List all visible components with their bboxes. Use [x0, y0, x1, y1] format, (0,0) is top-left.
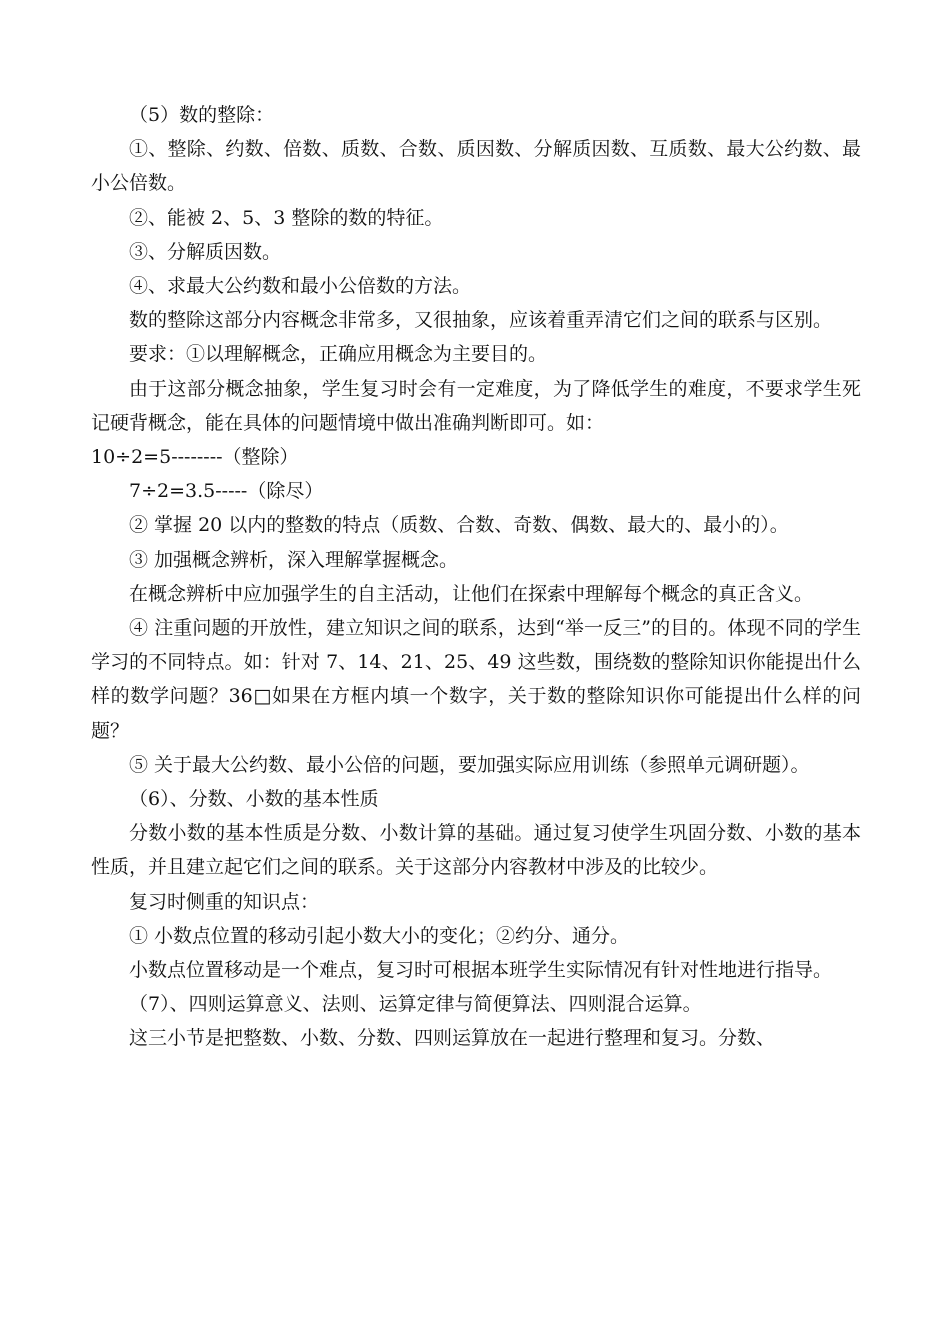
body-paragraph: 数的整除这部分内容概念非常多，又很抽象，应该着重弄清它们之间的联系与区别。 [129, 309, 833, 332]
section-heading-7: （7）、四则运算意义、法则、运算定律与简便算法、四则混合运算。 [129, 993, 702, 1016]
section-heading-6: （6）、分数、小数的基本性质 [129, 788, 379, 811]
list-item-2: ②、能被 2、5、3 整除的数的特征。 [129, 206, 444, 229]
example-line: 10÷2=5--------（整除） [91, 446, 299, 469]
body-paragraph: 分数小数的基本性质是分数、小数计算的基础。通过复习使学生巩固分数、小数的基本性质，并且建立起它们之间的联系。关于这部分内容教材中涉及的比较少。 [91, 822, 861, 879]
list-item-4: ④、求最大公约数和最小公倍数的方法。 [129, 275, 472, 298]
requirement-line: ③ 加强概念辨析，深入理解掌握概念。 [129, 548, 459, 571]
requirement-line: ⑤ 关于最大公约数、最小公倍的问题，要加强实际应用训练（参照单元调研题）。 [129, 753, 810, 776]
body-paragraph: 在概念辨析中应加强学生的自主活动，让他们在探索中理解每个概念的真正含义。 [129, 582, 814, 605]
list-item-3: ③、分解质因数。 [129, 240, 282, 263]
document-body [91, 98, 861, 1056]
list-item-1: ①、整除、约数、倍数、质数、合数、质因数、分解质因数、互质数、最大公约数、最小公倍数。 [91, 138, 861, 195]
section-heading-5: （5）数的整除： [129, 104, 275, 126]
body-paragraph: 复习时侧重的知识点： [129, 890, 320, 913]
requirement-line: ② 掌握 20 以内的整数的特点（质数、合数、奇数、偶数、最大的、最小的）。 [129, 514, 789, 537]
body-paragraph: 由于这部分概念抽象，学生复习时会有一定难度，为了降低学生的难度，不要求学生死记硬背概念，能在具体的问题情境中做出准确判断即可。如： [91, 377, 861, 434]
requirement-line: 要求：①以理解概念，正确应用概念为主要目的。 [129, 343, 548, 366]
body-paragraph: 小数点位置移动是一个难点，复习时可根据本班学生实际情况有针对性地进行指导。 [129, 959, 833, 982]
body-paragraph: ① 小数点位置的移动引起小数大小的变化；②约分、通分。 [129, 924, 630, 947]
example-line: 7÷2=3.5-----（除尽） [129, 480, 324, 503]
body-paragraph: 这三小节是把整数、小数、分数、四则运算放在一起进行整理和复习。分数、 [129, 1027, 776, 1050]
requirement-line: ④ 注重问题的开放性，建立知识之间的联系，达到“举一反三”的目的。体现不同的学生学习的不同特点。如：针对 7、14、21、25、49 这些数，围绕数的整除知识你能提出什么样的数学问题？36□如果在方框内填一个数字，关于数的整除知识你可能提出什么样的问题？ [91, 617, 861, 742]
